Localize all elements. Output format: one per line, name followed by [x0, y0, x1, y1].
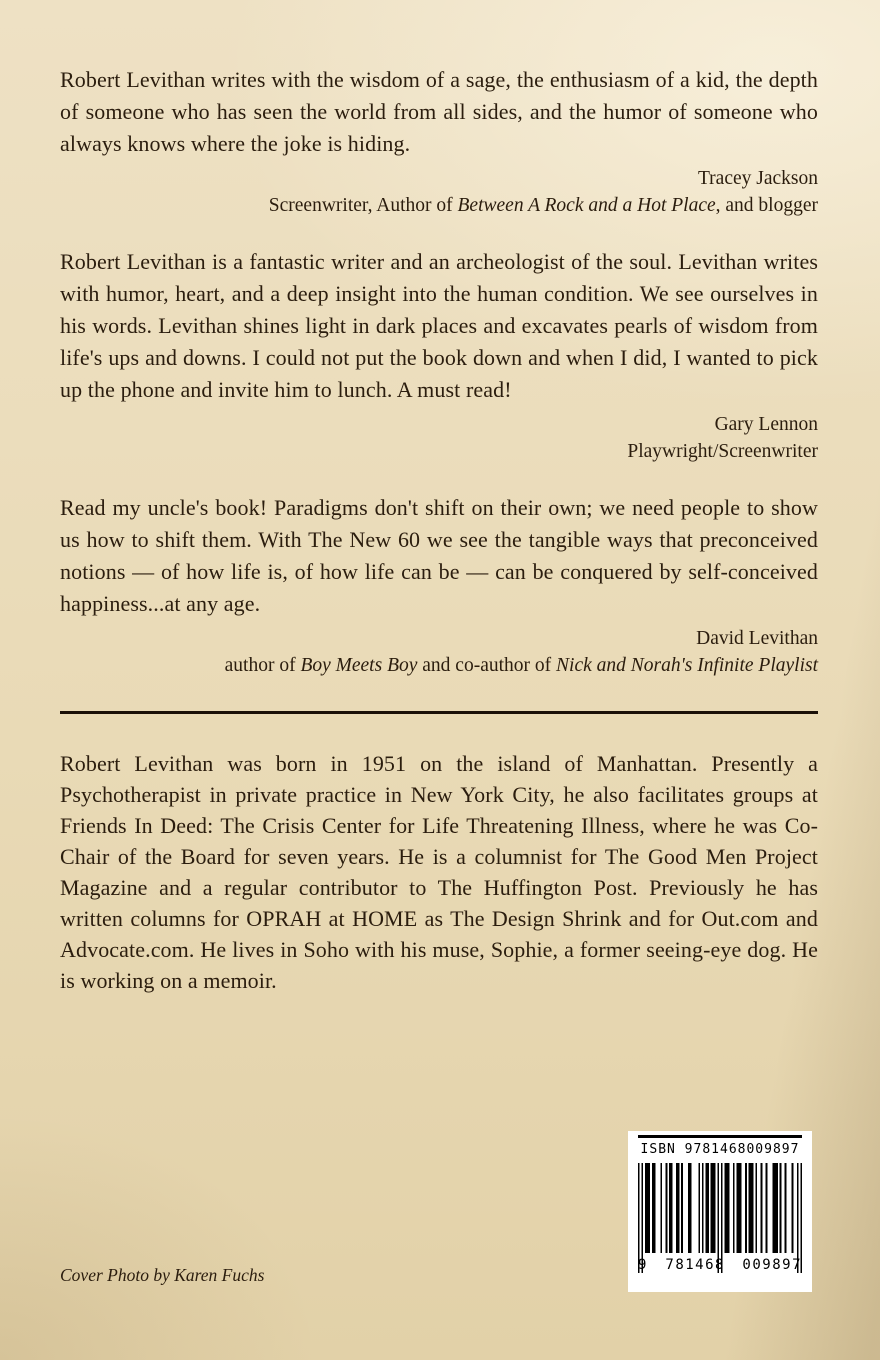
divider-rule	[60, 711, 818, 714]
blurb-quote	[60, 492, 818, 679]
credit-book-title: Nick and Norah's Infinite Playlist	[556, 655, 818, 676]
attribution-name: David Levithan	[696, 628, 818, 649]
blurb-text: Robert Levithan is a fantastic writer and an archeologist of the soul. Levithan writes with humor, heart, and a deep insight into the human condition. We see ourselves in his words. Levithan shines light in dark places and excavates pearls of wisdom from life's ups and downs. I could not put the book down and when I did, I wanted to pick up the phone and invite him to lunch. A must read!	[60, 249, 818, 402]
credit-book-title: Between A Rock and a Hot Place	[457, 195, 716, 216]
credit-text: author of	[224, 655, 301, 676]
credit-book-title: Boy Meets Boy	[300, 655, 418, 676]
blurb-attribution	[60, 625, 818, 679]
barcode-digit-group: 781468	[665, 1257, 725, 1273]
author-bio: Robert Levithan was born in 1951 on the island of Manhattan. Presently a Psychotherapist in private practice in New York City, he also facilitates groups at Friends In Deed: The Crisis Center for Life Threatening Illness, where he was Co-Chair of the Board for seven years. He is a columnist for The Good Men Project Magazine and a regular contributor to The Huffington Post. Previously he has written columns for OPRAH at HOME as The Design Shrink and for Out.com and Advocate.com. He lives in Soho with his muse, Sophie, a former seeing-eye dog. He is working on a memoir.	[60, 751, 818, 993]
credit-text: Screenwriter, Author of	[268, 195, 458, 216]
credit-text: Playwright/Screenwriter	[627, 441, 818, 462]
credit-text: , and blogger	[715, 195, 818, 216]
attribution-credit	[60, 438, 818, 465]
blurb-quote	[60, 64, 818, 219]
barcode-digit-group: 009897	[742, 1257, 802, 1273]
barcode-panel	[628, 1131, 812, 1292]
blurb-attribution	[60, 411, 818, 465]
blurb-quote	[60, 246, 818, 465]
blurb-text: Robert Levithan writes with the wisdom of a sage, the enthusiasm of a kid, the depth of someone who has seen the world from all sides, and the humor of someone who always knows where the joke is hiding.	[60, 67, 818, 156]
attribution-credit	[60, 652, 818, 679]
barcode-digits	[638, 1257, 802, 1274]
attribution-name: Gary Lennon	[714, 414, 818, 435]
isbn-label: ISBN 9781468009897	[640, 1142, 800, 1157]
barcode-digit-group: 9	[638, 1257, 648, 1273]
blurb-attribution	[60, 165, 818, 219]
cover-photo-credit: Cover Photo by Karen Fuchs	[60, 1265, 265, 1285]
credit-text: and co-author of	[417, 655, 557, 676]
attribution-name: Tracey Jackson	[697, 168, 818, 189]
attribution-credit	[60, 192, 818, 219]
blurb-text: Read my uncle's book! Paradigms don't shift on their own; we need people to show us how to shift them. With The New 60 we see the tangible ways that preconceived notions — of how life is, of how life can be — can be conquered by self-conceived happiness...at any age.	[60, 495, 818, 616]
barcode-top-rule	[638, 1135, 802, 1138]
content-column	[60, 0, 818, 996]
